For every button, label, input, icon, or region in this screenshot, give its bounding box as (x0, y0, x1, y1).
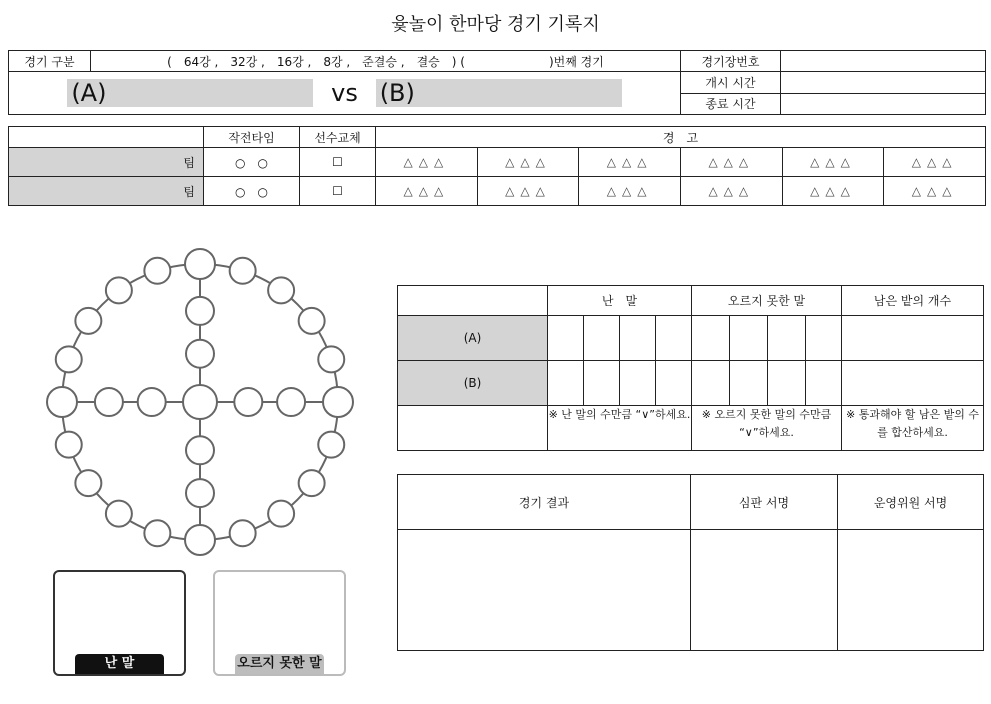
board-ring-node[interactable] (268, 501, 294, 527)
court-field[interactable] (781, 51, 986, 72)
teams-cell (9, 72, 681, 115)
finished-check-cell[interactable] (548, 361, 584, 406)
sub-checkbox[interactable]: ☐ (300, 148, 376, 177)
board-inner-node[interactable] (277, 388, 305, 416)
score-table (397, 285, 984, 451)
board-ring-node[interactable] (299, 470, 325, 496)
warning-marks[interactable]: △△△ (782, 148, 884, 177)
score-row (398, 361, 984, 406)
remaining-count-cell[interactable] (842, 361, 984, 406)
board-inner-node[interactable] (234, 388, 262, 416)
warning-header: 경 고 (376, 127, 986, 148)
timeout-marks[interactable]: ○ ○ (204, 148, 300, 177)
warning-marks[interactable]: △△△ (782, 177, 884, 206)
court-label: 경기장번호 (681, 51, 781, 72)
board-ring-node[interactable] (318, 432, 344, 458)
end-time-field[interactable] (781, 93, 986, 115)
board-ring-node[interactable] (75, 470, 101, 496)
warning-table (8, 126, 986, 206)
warning-marks[interactable]: △△△ (680, 148, 782, 177)
yut-board (40, 245, 360, 560)
finished-card-label: 난 말 (75, 654, 164, 674)
stuck-check-cell[interactable] (692, 316, 730, 361)
warning-marks[interactable]: △△△ (376, 177, 478, 206)
timeout-header: 작전타임 (204, 127, 300, 148)
team-a-field[interactable]: (A) (67, 79, 313, 107)
start-time-label: 개시 시간 (681, 72, 781, 94)
remaining-header: 남은 밭의 개수 (842, 286, 984, 316)
finished-header: 난 말 (548, 286, 692, 316)
warning-marks[interactable]: △△△ (579, 177, 681, 206)
stuck-check-cell[interactable] (730, 316, 768, 361)
committee-signature-field[interactable] (838, 530, 984, 651)
result-header: 경기 결과 (398, 475, 691, 530)
note-remaining: ※ 통과해야 할 남은 밭의 수를 합산하세요. (842, 406, 984, 451)
board-corner-node[interactable] (47, 387, 77, 417)
score-row (398, 316, 984, 361)
warning-marks[interactable]: △△△ (884, 177, 986, 206)
warn-row (9, 148, 986, 177)
stuck-check-cell[interactable] (768, 316, 806, 361)
board-ring-node[interactable] (56, 346, 82, 372)
board-ring-node[interactable] (144, 258, 170, 284)
finished-check-cell[interactable] (548, 316, 584, 361)
warning-marks[interactable]: △△△ (579, 148, 681, 177)
finished-check-cell[interactable] (656, 361, 692, 406)
board-corner-node[interactable] (185, 525, 215, 555)
score-team-b: (B) (398, 361, 548, 406)
score-header-blank (398, 286, 548, 316)
board-ring-node[interactable] (268, 277, 294, 303)
category-label: 경기 구분 (9, 51, 91, 72)
team-b-field[interactable]: (B) (376, 79, 622, 107)
warning-marks[interactable]: △△△ (884, 148, 986, 177)
stuck-card-label: 오르지 못한 말 (235, 654, 324, 674)
board-ring-node[interactable] (318, 346, 344, 372)
board-corner-node[interactable] (185, 249, 215, 279)
board-ring-node[interactable] (144, 520, 170, 546)
board-corner-node[interactable] (323, 387, 353, 417)
note-finished: ※ 난 말의 수만큼 “∨”하세요. (548, 406, 692, 451)
team-name-cell[interactable]: 팀 (9, 148, 204, 177)
board-inner-node[interactable] (186, 340, 214, 368)
board-ring-node[interactable] (56, 432, 82, 458)
stuck-check-cell[interactable] (806, 361, 842, 406)
board-ring-node[interactable] (230, 520, 256, 546)
rounds-text[interactable]: ( 64강 , 32강 , 16강 , 8강 , 준결승 , 결승 ) ( )번째 경기 (91, 51, 681, 72)
finished-check-cell[interactable] (584, 316, 620, 361)
sub-checkbox[interactable]: ☐ (300, 177, 376, 206)
warn-row (9, 177, 986, 206)
warning-marks[interactable]: △△△ (680, 177, 782, 206)
remaining-count-cell[interactable] (842, 316, 984, 361)
sub-header: 선수교체 (300, 127, 376, 148)
warning-marks[interactable]: △△△ (477, 177, 579, 206)
board-ring-node[interactable] (230, 258, 256, 284)
stuck-check-cell[interactable] (692, 361, 730, 406)
finished-check-cell[interactable] (584, 361, 620, 406)
warning-marks[interactable]: △△△ (477, 148, 579, 177)
board-center-node[interactable] (183, 385, 217, 419)
start-time-field[interactable] (781, 72, 986, 94)
vs-label: vs (331, 79, 358, 107)
team-name-cell[interactable]: 팀 (9, 177, 204, 206)
warning-marks[interactable]: △△△ (376, 148, 478, 177)
finished-check-cell[interactable] (656, 316, 692, 361)
board-inner-node[interactable] (186, 297, 214, 325)
board-inner-node[interactable] (186, 479, 214, 507)
board-ring-node[interactable] (106, 277, 132, 303)
finished-check-cell[interactable] (620, 361, 656, 406)
result-table (397, 474, 984, 651)
stuck-check-cell[interactable] (768, 361, 806, 406)
finished-check-cell[interactable] (620, 316, 656, 361)
board-ring-node[interactable] (75, 308, 101, 334)
finished-pieces-card[interactable] (53, 570, 186, 676)
page-title: 윷놀이 한마당 경기 기록지 (391, 14, 600, 35)
board-ring-node[interactable] (299, 308, 325, 334)
warn-header-blank (9, 127, 204, 148)
stuck-pieces-card[interactable] (213, 570, 346, 676)
referee-header: 심판 서명 (691, 475, 838, 530)
timeout-marks[interactable]: ○ ○ (204, 177, 300, 206)
stuck-check-cell[interactable] (730, 361, 768, 406)
stuck-header: 오르지 못한 말 (692, 286, 842, 316)
result-field[interactable] (398, 530, 691, 651)
note-stuck: ※ 오르지 못한 말의 수만큼 “∨”하세요. (692, 406, 842, 451)
board-ring-node[interactable] (106, 501, 132, 527)
committee-header: 운영위원 서명 (838, 475, 984, 530)
end-time-label: 종료 시간 (681, 93, 781, 115)
score-team-a: (A) (398, 316, 548, 361)
stuck-check-cell[interactable] (806, 316, 842, 361)
board-inner-node[interactable] (186, 436, 214, 464)
board-inner-node[interactable] (138, 388, 166, 416)
referee-signature-field[interactable] (691, 530, 838, 651)
note-blank (398, 406, 548, 451)
game-info-table (8, 50, 986, 115)
board-inner-node[interactable] (95, 388, 123, 416)
